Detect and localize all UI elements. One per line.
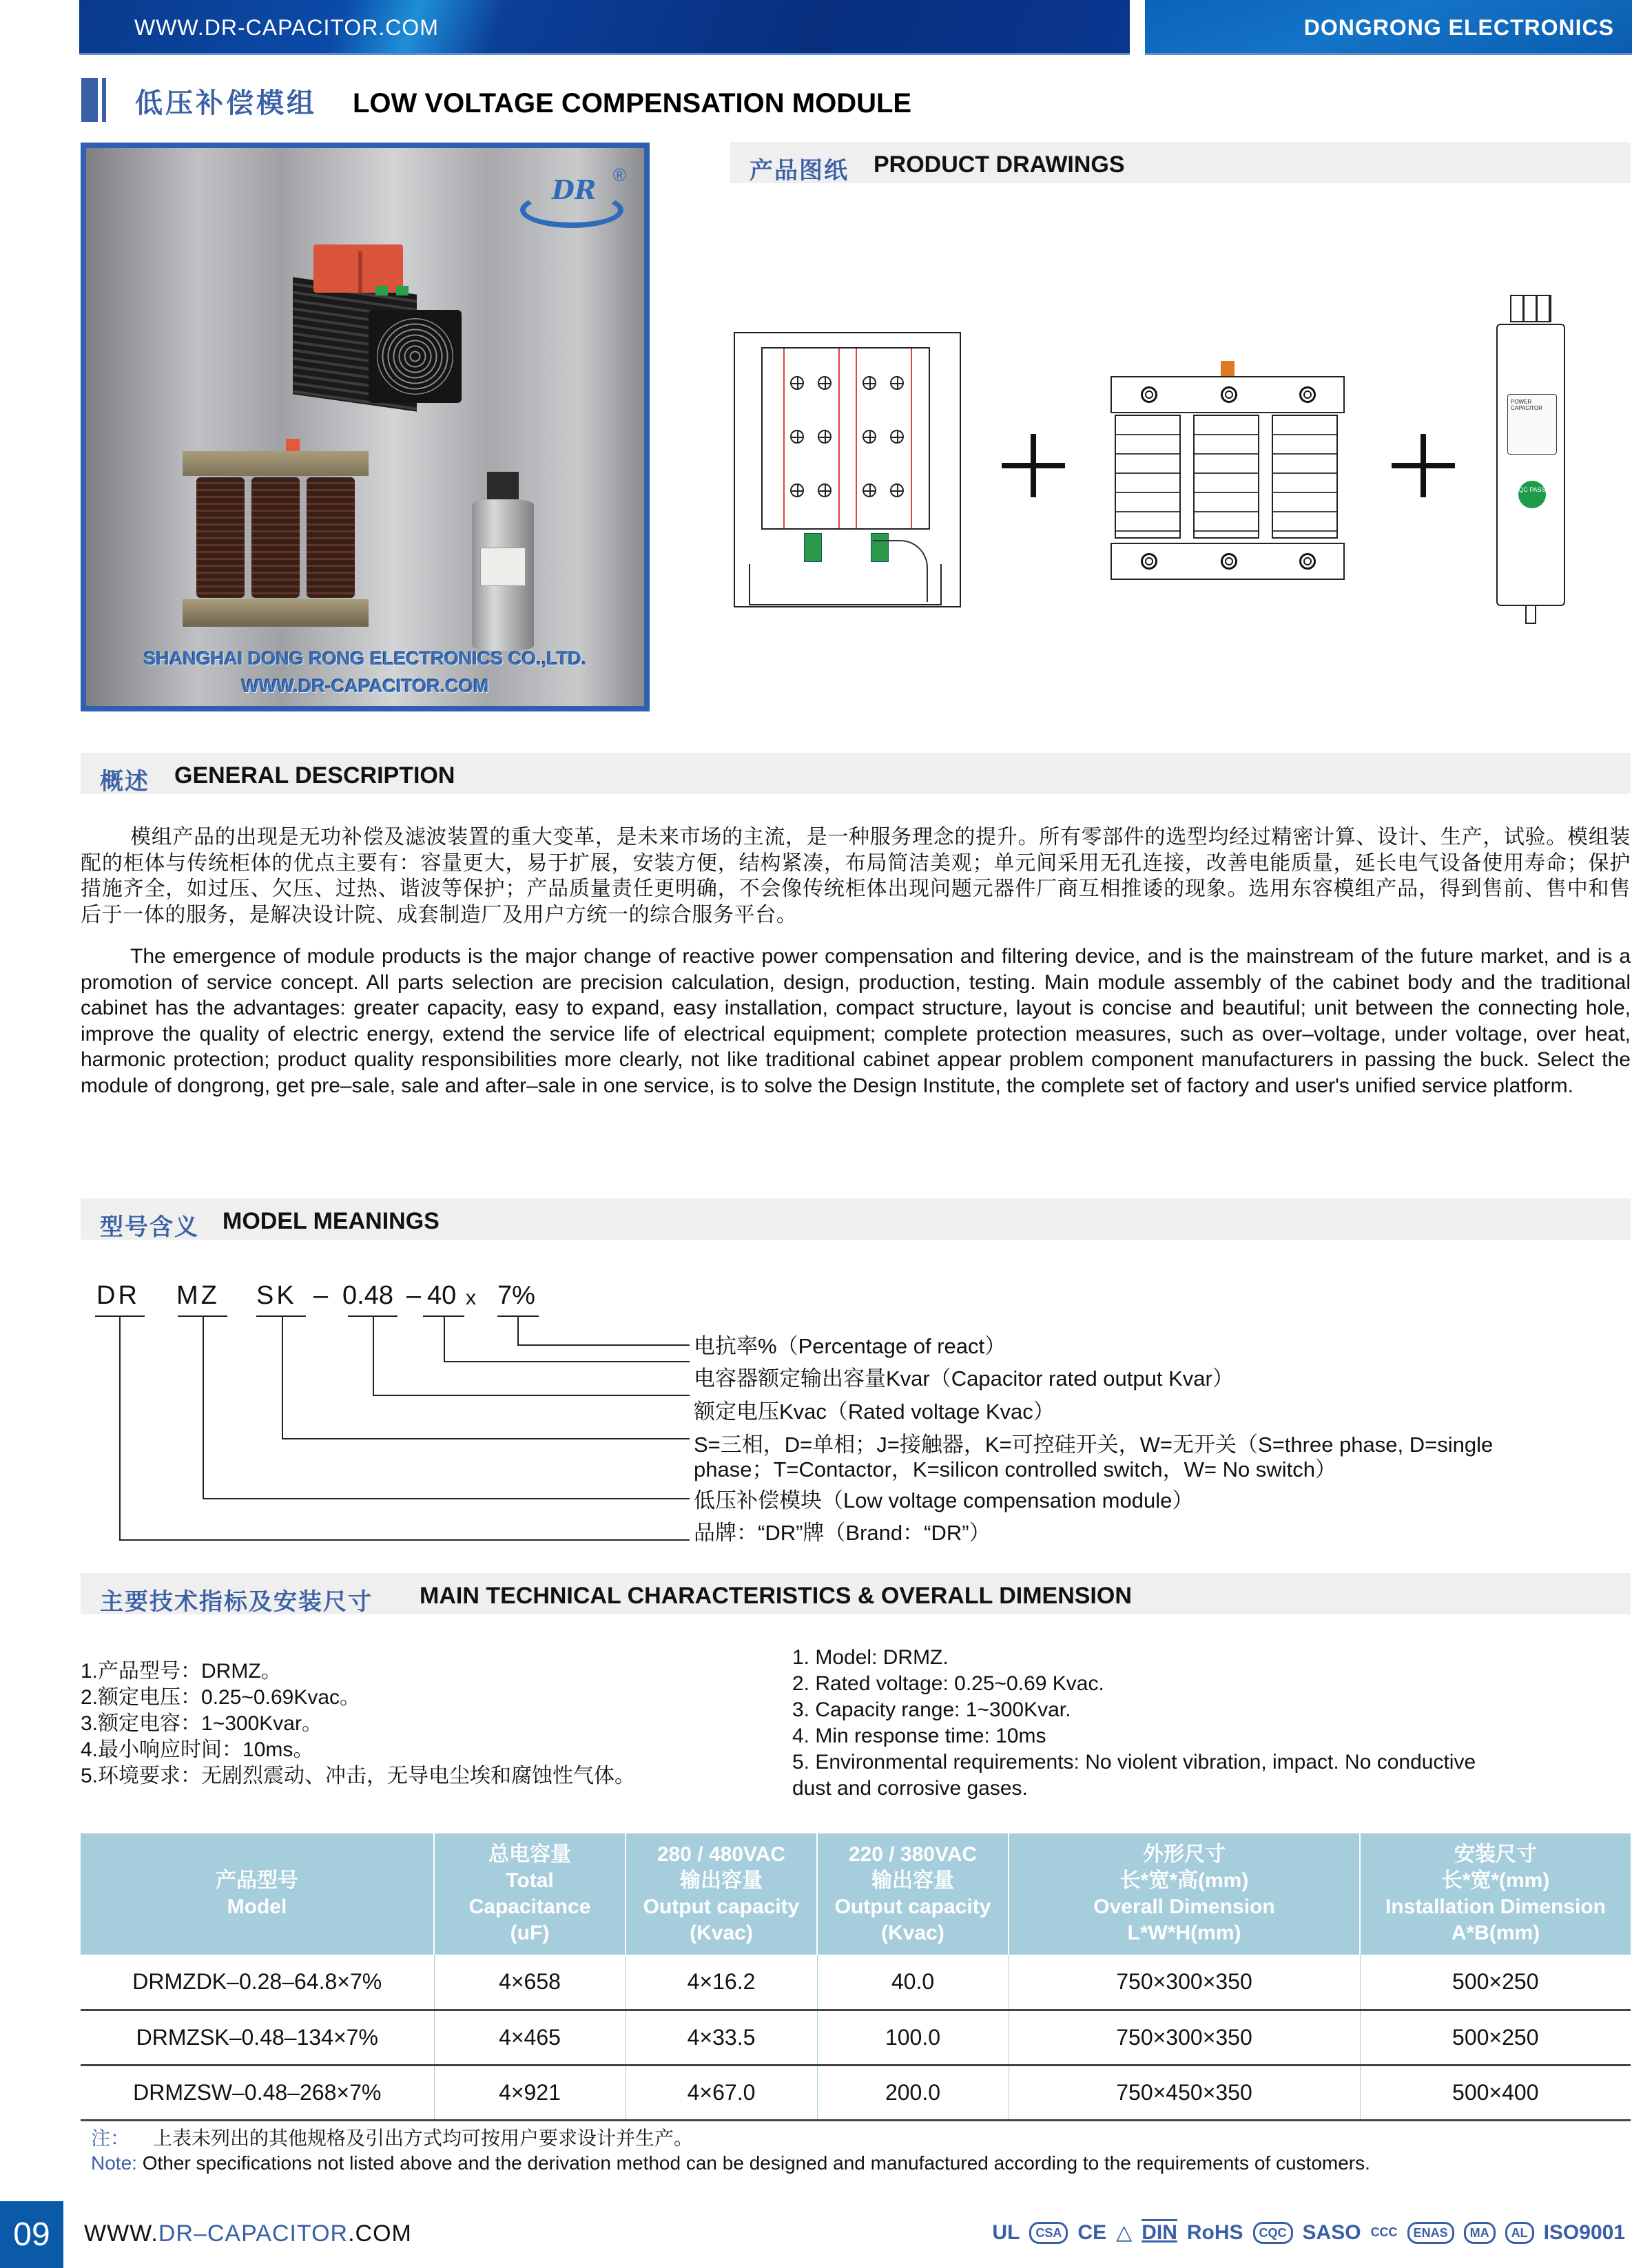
section-title-en: GENERAL DESCRIPTION	[174, 762, 455, 789]
drawing-panel	[761, 347, 930, 530]
fan-grill	[377, 318, 453, 395]
leader-line	[282, 1438, 690, 1439]
code-dash: –	[406, 1281, 424, 1310]
cell-output-480: 4×16.2	[626, 1955, 817, 2010]
header-banner-left	[79, 0, 1130, 55]
drawing-switch-module	[734, 332, 961, 607]
cell-output-380: 100.0	[817, 2010, 1009, 2065]
spec-en-environment-cont: dust and corrosive gases.	[792, 1777, 1028, 1800]
section-header-technical	[81, 1573, 1631, 1614]
leader-line	[373, 1315, 374, 1395]
reactor-coil	[251, 477, 300, 598]
bolt-icon	[1141, 386, 1157, 403]
photo-caption-company: SHANGHAI DONG RONG ELECTRONICS CO.,LTD.	[143, 648, 587, 669]
cell-capacitance: 4×921	[434, 2065, 626, 2120]
screw-icon	[863, 376, 876, 390]
footer-url-domain: DR–CAPACITOR	[158, 2220, 349, 2247]
cell-capacitance: 4×658	[434, 1955, 626, 2010]
registered-icon: ®	[612, 165, 626, 185]
drawing-rail	[783, 348, 785, 528]
header-line: Output capacity	[834, 1895, 991, 1918]
header-line: (Kvac)	[690, 1922, 753, 1944]
nameplate-title: POWER CAPACITOR	[1511, 399, 1542, 411]
header-line: L*W*H(mm)	[1127, 1922, 1241, 1944]
cell-installation-dimension: 500×250	[1360, 2010, 1631, 2065]
ccc-cert-icon: CCC	[1370, 2225, 1398, 2239]
capacitor-terminal	[1510, 295, 1551, 322]
reactor-core	[1272, 415, 1338, 539]
note-en-text: Other specifications not listed above and the derivation method can be designed and manufactured according to the requirements of customers.	[136, 2152, 1370, 2174]
header-banner-right	[1145, 0, 1632, 55]
spec-table	[81, 1833, 1631, 2121]
cell-overall-dimension: 750×300×350	[1009, 1955, 1360, 2010]
header-line: Capacitance	[468, 1895, 591, 1918]
spec-en-environment: 5. Environmental requirements: No violent vibration, impact. No conductive	[792, 1751, 1476, 1773]
connector-icon	[804, 533, 822, 562]
thyristor-switch-image	[293, 245, 465, 424]
code-times: x	[466, 1287, 479, 1309]
screw-icon	[790, 376, 804, 390]
section-title-cn: 型号含义	[100, 1214, 199, 1240]
header-line: 长*宽*(mm)	[1441, 1869, 1550, 1892]
header-line: 安装尺寸	[1454, 1843, 1537, 1866]
capacitor-image	[472, 472, 534, 651]
leader-line	[119, 1315, 121, 1539]
spec-en-response: 4. Min response time: 10ms	[792, 1725, 1046, 1747]
col-overall-dimension	[1009, 1833, 1360, 1955]
spec-en-capacity: 3. Capacity range: 1~300Kvar.	[792, 1698, 1071, 1721]
screw-icon	[863, 430, 876, 444]
page-title	[135, 81, 911, 121]
screw-icon	[818, 376, 832, 390]
cell-output-480: 4×67.0	[626, 2065, 817, 2120]
terminal-divider	[358, 251, 362, 293]
screw-icon	[890, 430, 904, 444]
plus-icon	[1002, 434, 1065, 497]
meaning-type-line2: phase；T=Contactor，K=silicon controlled switch，W= No switch）	[694, 1457, 1336, 1481]
saso-cert-icon: SASO	[1302, 2220, 1361, 2244]
note-en	[91, 2152, 1370, 2174]
screw-icon	[890, 483, 904, 497]
underline	[256, 1315, 306, 1317]
fan-icon	[369, 310, 462, 403]
description-en	[81, 944, 1631, 1099]
leader-line	[203, 1315, 204, 1498]
product-photo	[81, 143, 650, 711]
header-url: WWW.DR-CAPACITOR.COM	[134, 15, 439, 40]
meaning-type-line1: S=三相，D=单相；J=接触器，K=可控硅开关，W=无开关（S=three phase, D=single	[694, 1433, 1494, 1457]
fan-housing	[749, 564, 942, 605]
note-cn	[91, 2123, 693, 2151]
reactor-image	[183, 451, 369, 630]
header-line: Total	[506, 1869, 554, 1892]
section-title-en: MODEL MEANINGS	[223, 1208, 440, 1234]
header-line: 产品型号	[216, 1869, 298, 1892]
leader-line	[444, 1315, 445, 1361]
code-react-pct: 7%	[497, 1281, 535, 1310]
bolt-icon	[1221, 386, 1237, 403]
header-line: Output capacity	[643, 1895, 800, 1918]
header-line: Installation Dimension	[1385, 1895, 1607, 1918]
header-line: (uF)	[510, 1922, 550, 1944]
note-cn-label: 注：	[91, 2127, 130, 2149]
cqc-cert-icon: CQC	[1253, 2222, 1293, 2244]
al-cert-icon: AL	[1505, 2222, 1534, 2244]
code-brand: DR	[96, 1281, 140, 1310]
header-line: 输出容量	[680, 1869, 763, 1892]
bolt-icon	[1299, 386, 1316, 403]
screw-icon	[863, 483, 876, 497]
meaning-series: 低压补偿模块（Low voltage compensation module）	[694, 1488, 1194, 1512]
spec-cn-capacity: 3.额定电容：1~300Kvar。	[81, 1712, 322, 1735]
screw-icon	[790, 483, 804, 497]
spec-cn-voltage: 2.额定电压：0.25~0.69Kvac。	[81, 1686, 361, 1709]
header-line: 总电容量	[488, 1843, 571, 1866]
capacitor-nameplate	[1507, 394, 1557, 455]
cell-output-380: 40.0	[817, 1955, 1009, 2010]
leader-line	[373, 1395, 690, 1396]
page-title-en: LOW VOLTAGE COMPENSATION MODULE	[353, 88, 912, 118]
col-capacitance	[434, 1833, 626, 1955]
leader-line	[119, 1539, 690, 1541]
iso9001-cert-icon: ISO9001	[1543, 2220, 1625, 2244]
ul-cert-icon: UL	[992, 2220, 1020, 2244]
reactor-yoke-top	[183, 451, 369, 476]
spec-cn-response: 4.最小响应时间：10ms。	[81, 1738, 314, 1761]
spec-cn-model: 1.产品型号：DRMZ。	[81, 1660, 282, 1683]
section-title-cn: 产品图纸	[750, 158, 849, 184]
page-number: 09	[0, 2201, 63, 2268]
screw-icon	[790, 430, 804, 444]
header-line: Overall Dimension	[1093, 1895, 1275, 1918]
header-line: 280 / 480VAC	[657, 1843, 786, 1866]
description-cn-text: 模组产品的出现是无功补偿及滤波装置的重大变革，是未来市场的主流，是一种服务理念的提升。所有零部件的选型均经过精密计算、设计、生产，试验。模组装配的柜体与传统柜体的优点主要有：容量更大，易于扩展，安装方便，结构紧凑，布局简洁美观；单元间采用无孔连接，改善电能质量，延长电气设备使用寿命；保护措施齐全，如过压、欠压、过热、谐波等保护；产品质量责任更明确，不会像传统柜体出现问题元器件厂商互相推诿的现象。选用东容模组产品，得到售前、售中和售后于一体的服务，是解决设计院、成套制造厂及用户方统一的综合服务平台。	[81, 826, 1631, 926]
note-en-label: Note:	[91, 2152, 137, 2174]
ma-cert-icon: MA	[1464, 2222, 1496, 2244]
capacitor-stud	[1525, 606, 1536, 624]
reactor-core	[1193, 415, 1259, 539]
description-en-text: The emergence of module products is the major change of reactive power compensation and filtering device, and is the mainstream of the future market, and is a promotion of service concept. All parts selection are precision calculation, design, production, testing. Main module assembly of the cabinet body and the traditional cabinet has the advantages: greater capacity, easy to expand, easy installation, compact structure, layout is concise and beautiful; unit between the connecting hole, improve the quality of electric energy, extend the service life of electrical equipment; complete protection measures, such as over–voltage, under voltage, over heat, harmonic protection; product quality responsibilities more clearly, not like traditional cabinet appear problem component manufacturers in passing the buck. Select the module of dongrong, get pre–sale, sale and after–sale in one service, is to solve the Design Institute, the complete set of factory and user's unified service platform.	[81, 945, 1631, 1097]
logo-text: DR	[552, 174, 597, 205]
connector	[396, 286, 409, 295]
meaning-brand: 品牌：“DR”牌（Brand：“DR”）	[694, 1521, 991, 1545]
header-line: A*B(mm)	[1451, 1922, 1540, 1944]
header-line: (Kvac)	[881, 1922, 944, 1944]
cell-installation-dimension: 500×400	[1360, 2065, 1631, 2120]
din-cert-icon: DIN	[1142, 2220, 1177, 2244]
leader-line	[517, 1344, 690, 1346]
cell-installation-dimension: 500×250	[1360, 1955, 1631, 2010]
footer-url	[84, 2220, 412, 2247]
leader-line	[444, 1361, 690, 1362]
section-header-product-drawings	[730, 142, 1631, 183]
screw-icon	[818, 483, 832, 497]
reactor-tag	[1221, 361, 1235, 376]
code-type: SK	[256, 1281, 297, 1310]
ce-cert-icon: CE	[1077, 2220, 1107, 2244]
header-line: 输出容量	[871, 1869, 954, 1892]
drawing-rail	[838, 348, 840, 528]
qc-pass-badge: QC PASS	[1518, 481, 1546, 508]
description-cn	[81, 824, 1631, 928]
section-title-en: MAIN TECHNICAL CHARACTERISTICS & OVERALL DIMENSION	[420, 1583, 1132, 1609]
capacitor-body	[1496, 324, 1565, 606]
section-title-en: PRODUCT DRAWINGS	[874, 152, 1125, 178]
code-dash: –	[313, 1281, 331, 1310]
bolt-icon	[1221, 553, 1237, 570]
meaning-react: 电抗率%（Percentage of react）	[694, 1334, 1006, 1358]
plus-icon	[1392, 434, 1455, 497]
header-line: 长*宽*高(mm)	[1119, 1869, 1249, 1892]
dr-logo	[520, 165, 626, 229]
reactor-coil	[196, 477, 245, 598]
meaning-voltage: 额定电压Kvac（Rated voltage Kvac）	[694, 1400, 1055, 1424]
cell-overall-dimension: 750×300×350	[1009, 2010, 1360, 2065]
capacitor-terminal	[487, 472, 519, 499]
table-header-row	[81, 1833, 1631, 1955]
bolt-icon	[1141, 553, 1157, 570]
screw-icon	[818, 430, 832, 444]
enas-cert-icon: ENAS	[1407, 2222, 1454, 2244]
section-header-general-description	[81, 753, 1631, 794]
capacitor-label	[480, 548, 526, 586]
page-title-cn: 低压补偿模组	[135, 88, 317, 118]
drawing-rail	[856, 348, 857, 528]
table-row	[81, 2010, 1631, 2065]
leader-line	[517, 1315, 519, 1344]
title-accent-bar-thin	[102, 78, 106, 122]
code-series: MZ	[176, 1281, 220, 1310]
col-output-380	[817, 1833, 1009, 1955]
header-line: Model	[227, 1895, 287, 1918]
cell-model: DRMZSK–0.48–134×7%	[81, 2010, 434, 2065]
col-output-480	[626, 1833, 817, 1955]
code-voltage: 0.48	[342, 1281, 393, 1310]
note-cn-text: 上表未列出的其他规格及引出方式均可按用户要求设计并生产。	[153, 2127, 694, 2149]
screw-icon	[890, 376, 904, 390]
warning-triangle-icon: △	[1116, 2221, 1133, 2244]
section-title-cn: 主要技术指标及安装尺寸	[100, 1589, 373, 1615]
rohs-cert-icon: RoHS	[1186, 2220, 1243, 2244]
title-accent-bar	[81, 78, 98, 122]
code-kvar: 40	[427, 1281, 457, 1310]
cell-capacitance: 4×465	[434, 2010, 626, 2065]
col-model	[81, 1833, 434, 1955]
section-header-model-meanings	[81, 1198, 1631, 1240]
cell-output-380: 200.0	[817, 2065, 1009, 2120]
drawing-reactor	[1111, 371, 1345, 591]
cell-output-480: 4×33.5	[626, 2010, 817, 2065]
reactor-plug	[286, 439, 300, 451]
photo-caption-url: WWW.DR-CAPACITOR.COM	[241, 676, 489, 696]
col-installation-dimension	[1360, 1833, 1631, 1955]
table-row	[81, 2065, 1631, 2120]
reactor-yoke-bottom	[183, 599, 369, 627]
header-line: 220 / 380VAC	[848, 1843, 978, 1866]
leader-line	[282, 1315, 283, 1438]
connector	[375, 286, 388, 295]
reactor-core	[1115, 415, 1181, 539]
drawing-rail	[911, 348, 912, 528]
table-row	[81, 1955, 1631, 2010]
header-brand: DONGRONG ELECTRONICS	[1303, 15, 1614, 40]
footer-url-prefix: WWW.	[84, 2220, 158, 2247]
reactor-bottom-bar	[1111, 543, 1345, 580]
header-line: 外形尺寸	[1143, 1843, 1226, 1866]
leader-line	[203, 1498, 690, 1499]
meaning-kvar: 电容器额定输出容量Kvar（Capacitor rated output Kvar）	[694, 1366, 1234, 1391]
cell-model: DRMZDK–0.28–64.8×7%	[81, 1955, 434, 2010]
reactor-top-bar	[1111, 376, 1345, 413]
csa-cert-icon: CSA	[1029, 2222, 1068, 2244]
cell-overall-dimension: 750×450×350	[1009, 2065, 1360, 2120]
spec-en-voltage: 2. Rated voltage: 0.25~0.69 Kvac.	[792, 1672, 1104, 1695]
section-title-cn: 概述	[100, 769, 149, 795]
certification-logos	[992, 2220, 1625, 2245]
bolt-icon	[1299, 553, 1316, 570]
reactor-coil	[307, 477, 355, 598]
spec-en-model: 1. Model: DRMZ.	[792, 1646, 949, 1669]
cell-model: DRMZSW–0.48–268×7%	[81, 2065, 434, 2120]
spec-cn-environment: 5.环境要求：无剧烈震动、冲击，无导电尘埃和腐蚀性气体。	[81, 1765, 636, 1787]
footer-url-suffix: .COM	[348, 2220, 412, 2247]
drawing-capacitor	[1496, 295, 1565, 639]
